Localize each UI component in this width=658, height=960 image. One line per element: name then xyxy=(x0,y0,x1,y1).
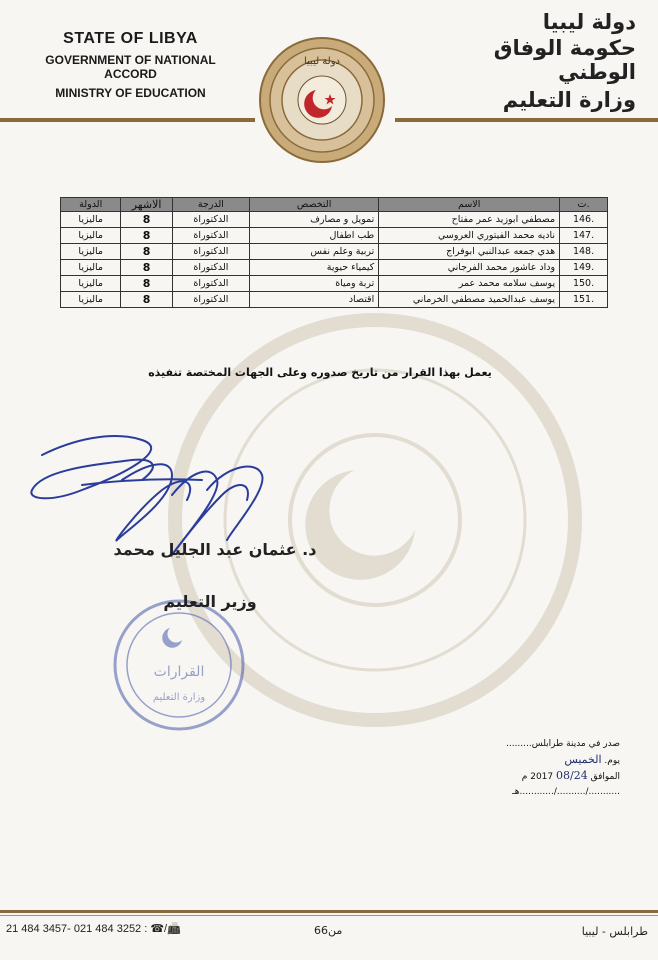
cell-name: هدي جمعه عبدالنبي ابوفراج xyxy=(379,244,560,260)
cell-number: 150. xyxy=(560,276,608,292)
table-row xyxy=(61,292,608,308)
header-government: GOVERNMENT OF NATIONAL ACCORD xyxy=(45,53,216,81)
header-rule-left xyxy=(0,118,255,122)
cell-specialization: تربية وعلم نفس xyxy=(250,244,379,260)
cell-name: يوسف عبدالحميد مصطفي الخرماني xyxy=(379,292,560,308)
table-row xyxy=(61,228,608,244)
footer-rule-thin xyxy=(0,915,658,916)
cell-specialization: اقتصاد xyxy=(250,292,379,308)
cell-degree: الدكتوراة xyxy=(172,244,249,260)
cell-degree: الدكتوراة xyxy=(172,276,249,292)
stamp-middle-text: القرارات xyxy=(153,664,205,680)
cell-months: 8 xyxy=(121,212,172,228)
cell-number: 148. xyxy=(560,244,608,260)
footer-phone: 21 484 3457- 021 484 3252 : ☎/📠 xyxy=(6,923,181,935)
table-row xyxy=(61,212,608,228)
cell-country: ماليزيا xyxy=(61,228,121,244)
cell-number: 149. xyxy=(560,260,608,276)
issue-date-row xyxy=(470,768,620,784)
header-state: STATE OF LIBYA xyxy=(63,30,198,47)
official-stamp-icon xyxy=(112,598,246,732)
cell-country: ماليزيا xyxy=(61,276,121,292)
issue-date-value: 08/24 xyxy=(556,769,588,782)
cell-months: 8 xyxy=(121,244,172,260)
cell-months: 8 xyxy=(121,276,172,292)
col-header-specialization: التخصص xyxy=(250,198,379,212)
table-header-row xyxy=(61,198,608,212)
libya-emblem-icon xyxy=(258,36,386,164)
scholarship-table xyxy=(60,197,608,308)
footer-rule xyxy=(0,910,658,913)
cell-specialization: تمويل و مصارف xyxy=(250,212,379,228)
header-ar-state: دولة ليبيا xyxy=(542,10,636,34)
issue-date-label: الموافق xyxy=(590,772,620,782)
header-rule-right xyxy=(395,118,658,122)
issue-day-label: يوم. xyxy=(604,756,620,766)
cell-degree: الدكتوراة xyxy=(172,228,249,244)
header-arabic xyxy=(421,10,636,112)
header-ar-government: حكومة الوفاق الوطني xyxy=(493,36,636,84)
cell-country: ماليزيا xyxy=(61,244,121,260)
cell-number: 151. xyxy=(560,292,608,308)
cell-name: وداد عاشور محمد الفرجاني xyxy=(379,260,560,276)
col-header-degree: الدرجة xyxy=(172,198,249,212)
header-english xyxy=(18,30,243,100)
signatory-title: وزير التعليم xyxy=(163,592,257,611)
cell-specialization: كيمياء حيوية xyxy=(250,260,379,276)
col-header-country: الدولة xyxy=(61,198,121,212)
issue-place: صدر في مدينة طرابلس......... xyxy=(505,739,620,749)
cell-country: ماليزيا xyxy=(61,212,121,228)
footer-page-number: 6من6 xyxy=(314,924,343,937)
cell-specialization: طب اطفال xyxy=(250,228,379,244)
cell-name: مصطفي ابوزيد عمر مفتاح xyxy=(379,212,560,228)
stamp-top-text: وزارة التعليم xyxy=(152,692,206,703)
cell-name: ناديه محمد الفيتوري العروسي xyxy=(379,228,560,244)
issue-day-value: الخميس xyxy=(564,753,602,766)
issue-block xyxy=(470,736,620,800)
col-header-name: الاسم xyxy=(379,198,560,212)
cell-number: 146. xyxy=(560,212,608,228)
table-row xyxy=(61,276,608,292)
issue-day-row xyxy=(470,752,620,768)
cell-number: 147. xyxy=(560,228,608,244)
table-row xyxy=(61,260,608,276)
cell-country: ماليزيا xyxy=(61,260,121,276)
header-ministry: MINISTRY OF EDUCATION xyxy=(55,86,206,100)
issue-hijri: .........../........../............هـ xyxy=(512,787,620,797)
cell-months: 8 xyxy=(121,260,172,276)
cell-months: 8 xyxy=(121,228,172,244)
col-header-number: ت. xyxy=(560,198,608,212)
emblem-text: دولة ليبيا xyxy=(303,56,341,67)
table-row xyxy=(61,244,608,260)
cell-months: 8 xyxy=(121,292,172,308)
header-ar-ministry: وزارة التعليم xyxy=(502,88,636,112)
issue-year: 2017 م xyxy=(521,772,554,782)
cell-country: ماليزيا xyxy=(61,292,121,308)
col-header-months: الاشهر xyxy=(121,198,172,212)
signatory-name: د. عثمان عبد الجليل محمد xyxy=(113,540,317,559)
cell-specialization: تربة ومياة xyxy=(250,276,379,292)
cell-degree: الدكتوراة xyxy=(172,212,249,228)
cell-degree: الدكتوراة xyxy=(172,292,249,308)
footer-city: طرابلس - ليبيا xyxy=(581,925,648,938)
cell-name: يوسف سلامه محمد عمر xyxy=(379,276,560,292)
decision-text: يعمل بهذا القرار من تاريخ صدوره وعلى الجهات المختصة تنفيذه xyxy=(148,366,492,379)
cell-degree: الدكتوراة xyxy=(172,260,249,276)
